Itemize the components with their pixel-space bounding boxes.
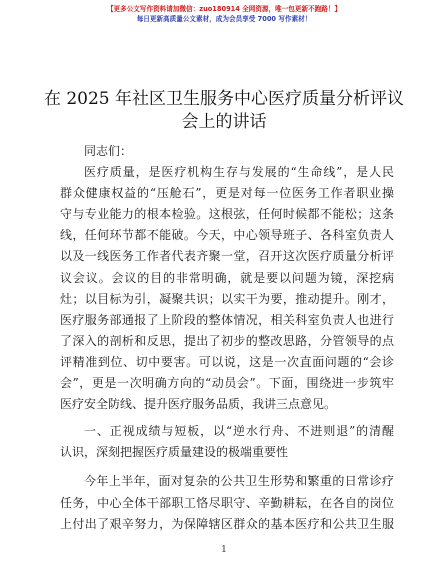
- salutation: 同志们：: [84, 144, 133, 158]
- paragraph-line: 上付出了艰辛努力，为保障辖区群众的基本医疗和公共卫生服: [60, 516, 394, 531]
- title-line-1: 在 2025 年社区卫生服务中心医疗质量分析评议: [43, 89, 405, 109]
- paragraph-line: 任务，中心全体干部职工恪尽职守、辛勤耕耘，在各自的岗位: [60, 495, 394, 510]
- banner-line-blue: 每日更新高质量公文素材，成为会员享受 7000 写作素材！: [136, 15, 312, 23]
- paragraph-line: 群众健康权益的“压舱石”，更是对每一位医务工作者职业操: [60, 186, 394, 201]
- paragraph-line: 灶；以目标为引，凝聚共识；以实干为要，推动提升。刚才，: [60, 291, 394, 306]
- document-title: [40, 88, 408, 134]
- section-heading-line: 一、正视成绩与短板，以“逆水行舟、不进则退”的清醒: [84, 424, 394, 439]
- document-body: [60, 141, 394, 535]
- paragraph-line: 守与专业能力的根本检验。这根弦，任何时候都不能松；这条: [60, 207, 394, 222]
- paragraph-line: 议会议。会议的目的非常明确，就是要以问题为镜，深挖病: [60, 270, 394, 285]
- promo-banner: [0, 4, 448, 24]
- paragraph-line: 以及一线医务工作者代表齐聚一堂，召开这次医疗质量分析评: [60, 249, 394, 264]
- paragraph-line: 今年上半年，面对复杂的公共卫生形势和繁重的日常诊疗: [84, 474, 394, 489]
- paragraph-line: 评精准到位、切中要害。可以说，这是一次直面问题的“会诊: [60, 354, 394, 369]
- paragraph-line: 医疗安全防线、提升医疗服务品质，我讲三点意见。: [60, 397, 337, 412]
- page-number: 1: [221, 545, 227, 555]
- section-heading-line: 认识，深刻把握医疗质量建设的极端重要性: [60, 445, 289, 460]
- paragraph-line: 医疗质量，是医疗机构生存与发展的“生命线”，是人民: [84, 165, 394, 180]
- banner-line-red: 【更多公文写作资料请加微信：zuo180914 全网资源，唯一包更新不跑路！】: [106, 5, 342, 13]
- paragraph-line: 会”，更是一次明确方向的“动员会”。下面，围绕进一步筑牢: [60, 376, 394, 391]
- paragraph-line: 了深入的剖析和反思，提出了初步的整改思路，分管领导的点: [60, 333, 394, 348]
- paragraph-line: 医疗服务部通报了上阶段的整体情况，相关科室负责人也进行: [60, 312, 394, 327]
- paragraph-line: 线，任何环节都不能破。今天，中心领导班子、各科室负责人: [60, 228, 394, 243]
- title-line-2: 会上的讲话: [181, 112, 267, 132]
